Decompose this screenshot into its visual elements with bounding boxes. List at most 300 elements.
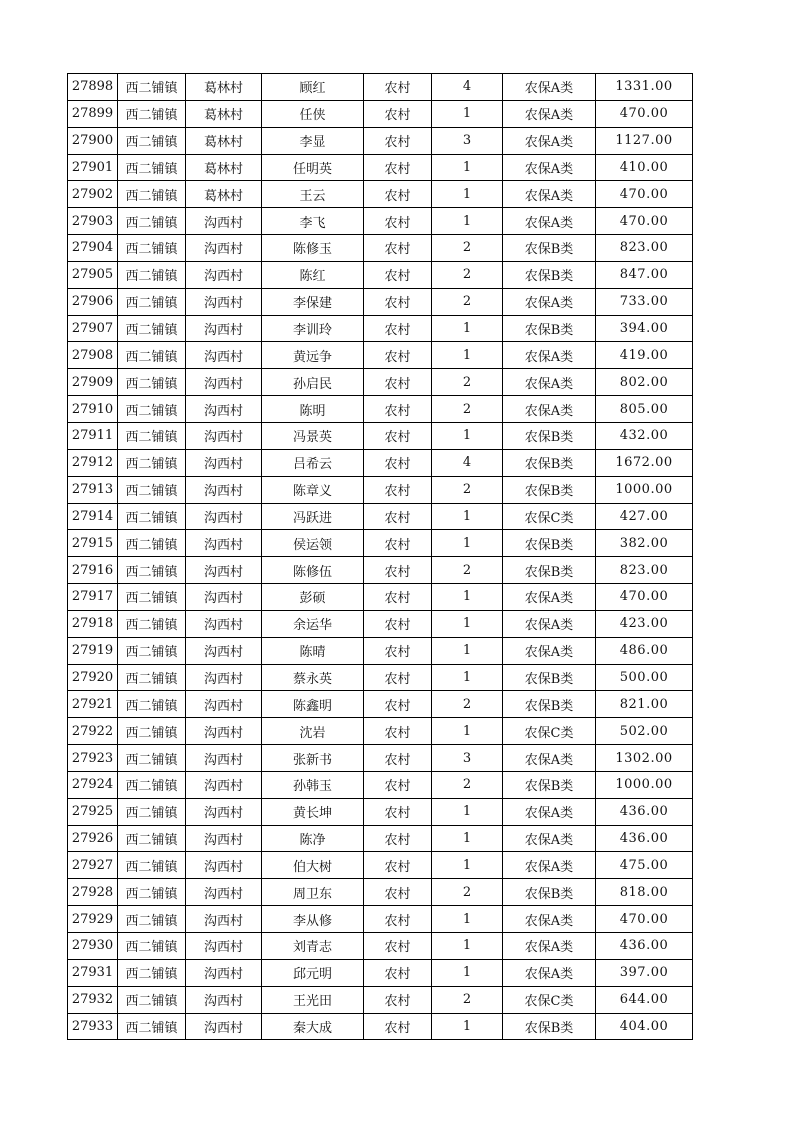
- name-cell: 陈红: [262, 261, 364, 288]
- area-type-cell: 农村: [364, 986, 432, 1013]
- village-cell: 沟西村: [186, 879, 262, 906]
- area-type-cell: 农村: [364, 74, 432, 101]
- name-cell: 冯跃进: [262, 503, 364, 530]
- household-count-cell: 2: [432, 476, 503, 503]
- record-id-cell: 27906: [68, 288, 118, 315]
- category-cell: 农保A类: [503, 208, 596, 235]
- name-cell: 任侠: [262, 100, 364, 127]
- town-cell: 西二铺镇: [118, 396, 186, 423]
- town-cell: 西二铺镇: [118, 825, 186, 852]
- amount-cell: 404.00: [596, 1013, 693, 1040]
- household-count-cell: 1: [432, 718, 503, 745]
- record-id-cell: 27918: [68, 610, 118, 637]
- table-row: [68, 530, 693, 557]
- area-type-cell: 农村: [364, 933, 432, 960]
- area-type-cell: 农村: [364, 610, 432, 637]
- area-type-cell: 农村: [364, 261, 432, 288]
- household-count-cell: 2: [432, 557, 503, 584]
- category-cell: 农保B类: [503, 261, 596, 288]
- name-cell: 李从修: [262, 906, 364, 933]
- town-cell: 西二铺镇: [118, 261, 186, 288]
- record-id-cell: 27903: [68, 208, 118, 235]
- amount-cell: 805.00: [596, 396, 693, 423]
- area-type-cell: 农村: [364, 235, 432, 262]
- area-type-cell: 农村: [364, 396, 432, 423]
- area-type-cell: 农村: [364, 476, 432, 503]
- record-id-cell: 27901: [68, 154, 118, 181]
- table-row: [68, 798, 693, 825]
- table-row: [68, 181, 693, 208]
- amount-cell: 847.00: [596, 261, 693, 288]
- category-cell: 农保B类: [503, 530, 596, 557]
- table-row: [68, 1013, 693, 1040]
- name-cell: 黄远争: [262, 342, 364, 369]
- table-body: [68, 74, 693, 1040]
- town-cell: 西二铺镇: [118, 852, 186, 879]
- category-cell: 农保A类: [503, 127, 596, 154]
- area-type-cell: 农村: [364, 288, 432, 315]
- category-cell: 农保A类: [503, 154, 596, 181]
- area-type-cell: 农村: [364, 181, 432, 208]
- village-cell: 沟西村: [186, 235, 262, 262]
- village-cell: 沟西村: [186, 771, 262, 798]
- name-cell: 陈净: [262, 825, 364, 852]
- household-count-cell: 2: [432, 986, 503, 1013]
- village-cell: 沟西村: [186, 959, 262, 986]
- amount-cell: 382.00: [596, 530, 693, 557]
- area-type-cell: 农村: [364, 718, 432, 745]
- area-type-cell: 农村: [364, 852, 432, 879]
- area-type-cell: 农村: [364, 664, 432, 691]
- record-id-cell: 27928: [68, 879, 118, 906]
- name-cell: 顾红: [262, 74, 364, 101]
- amount-cell: 823.00: [596, 557, 693, 584]
- record-id-cell: 27915: [68, 530, 118, 557]
- name-cell: 邱元明: [262, 959, 364, 986]
- name-cell: 张新书: [262, 745, 364, 772]
- table-row: [68, 933, 693, 960]
- village-cell: 沟西村: [186, 825, 262, 852]
- record-id-cell: 27924: [68, 771, 118, 798]
- amount-cell: 1672.00: [596, 449, 693, 476]
- table-row: [68, 261, 693, 288]
- town-cell: 西二铺镇: [118, 503, 186, 530]
- category-cell: 农保B类: [503, 771, 596, 798]
- household-count-cell: 1: [432, 825, 503, 852]
- amount-cell: 419.00: [596, 342, 693, 369]
- category-cell: 农保A类: [503, 852, 596, 879]
- table-row: [68, 584, 693, 611]
- town-cell: 西二铺镇: [118, 906, 186, 933]
- amount-cell: 644.00: [596, 986, 693, 1013]
- name-cell: 沈岩: [262, 718, 364, 745]
- household-count-cell: 2: [432, 771, 503, 798]
- town-cell: 西二铺镇: [118, 342, 186, 369]
- name-cell: 李训玲: [262, 315, 364, 342]
- amount-cell: 410.00: [596, 154, 693, 181]
- amount-cell: 427.00: [596, 503, 693, 530]
- category-cell: 农保B类: [503, 879, 596, 906]
- category-cell: 农保A类: [503, 369, 596, 396]
- name-cell: 李显: [262, 127, 364, 154]
- name-cell: 刘青志: [262, 933, 364, 960]
- table-row: [68, 557, 693, 584]
- town-cell: 西二铺镇: [118, 235, 186, 262]
- records-table: [67, 73, 693, 1040]
- amount-cell: 436.00: [596, 798, 693, 825]
- household-count-cell: 1: [432, 422, 503, 449]
- area-type-cell: 农村: [364, 369, 432, 396]
- table-row: [68, 369, 693, 396]
- category-cell: 农保B类: [503, 1013, 596, 1040]
- village-cell: 沟西村: [186, 557, 262, 584]
- record-id-cell: 27913: [68, 476, 118, 503]
- town-cell: 西二铺镇: [118, 181, 186, 208]
- household-count-cell: 1: [432, 154, 503, 181]
- village-cell: 沟西村: [186, 664, 262, 691]
- household-count-cell: 1: [432, 664, 503, 691]
- name-cell: 陈明: [262, 396, 364, 423]
- category-cell: 农保A类: [503, 798, 596, 825]
- table-row: [68, 503, 693, 530]
- record-id-cell: 27927: [68, 852, 118, 879]
- category-cell: 农保C类: [503, 986, 596, 1013]
- area-type-cell: 农村: [364, 154, 432, 181]
- record-id-cell: 27923: [68, 745, 118, 772]
- village-cell: 沟西村: [186, 315, 262, 342]
- area-type-cell: 农村: [364, 879, 432, 906]
- category-cell: 农保A类: [503, 637, 596, 664]
- town-cell: 西二铺镇: [118, 557, 186, 584]
- record-id-cell: 27899: [68, 100, 118, 127]
- household-count-cell: 2: [432, 288, 503, 315]
- table-row: [68, 100, 693, 127]
- household-count-cell: 1: [432, 100, 503, 127]
- amount-cell: 1331.00: [596, 74, 693, 101]
- amount-cell: 436.00: [596, 933, 693, 960]
- town-cell: 西二铺镇: [118, 315, 186, 342]
- name-cell: 吕希云: [262, 449, 364, 476]
- town-cell: 西二铺镇: [118, 664, 186, 691]
- amount-cell: 475.00: [596, 852, 693, 879]
- town-cell: 西二铺镇: [118, 879, 186, 906]
- table-row: [68, 476, 693, 503]
- household-count-cell: 2: [432, 396, 503, 423]
- town-cell: 西二铺镇: [118, 369, 186, 396]
- category-cell: 农保A类: [503, 100, 596, 127]
- name-cell: 秦大成: [262, 1013, 364, 1040]
- village-cell: 沟西村: [186, 342, 262, 369]
- category-cell: 农保B类: [503, 691, 596, 718]
- household-count-cell: 1: [432, 610, 503, 637]
- village-cell: 沟西村: [186, 718, 262, 745]
- town-cell: 西二铺镇: [118, 530, 186, 557]
- town-cell: 西二铺镇: [118, 637, 186, 664]
- village-cell: 沟西村: [186, 261, 262, 288]
- town-cell: 西二铺镇: [118, 959, 186, 986]
- household-count-cell: 2: [432, 369, 503, 396]
- town-cell: 西二铺镇: [118, 745, 186, 772]
- amount-cell: 502.00: [596, 718, 693, 745]
- record-id-cell: 27911: [68, 422, 118, 449]
- table-row: [68, 235, 693, 262]
- record-id-cell: 27902: [68, 181, 118, 208]
- amount-cell: 470.00: [596, 906, 693, 933]
- village-cell: 沟西村: [186, 745, 262, 772]
- record-id-cell: 27909: [68, 369, 118, 396]
- category-cell: 农保C类: [503, 503, 596, 530]
- record-id-cell: 27907: [68, 315, 118, 342]
- record-id-cell: 27930: [68, 933, 118, 960]
- record-id-cell: 27900: [68, 127, 118, 154]
- amount-cell: 397.00: [596, 959, 693, 986]
- village-cell: 沟西村: [186, 584, 262, 611]
- town-cell: 西二铺镇: [118, 691, 186, 718]
- amount-cell: 470.00: [596, 208, 693, 235]
- record-id-cell: 27912: [68, 449, 118, 476]
- amount-cell: 1127.00: [596, 127, 693, 154]
- amount-cell: 818.00: [596, 879, 693, 906]
- town-cell: 西二铺镇: [118, 100, 186, 127]
- village-cell: 沟西村: [186, 449, 262, 476]
- town-cell: 西二铺镇: [118, 127, 186, 154]
- table-row: [68, 422, 693, 449]
- name-cell: 李保建: [262, 288, 364, 315]
- area-type-cell: 农村: [364, 745, 432, 772]
- village-cell: 沟西村: [186, 422, 262, 449]
- household-count-cell: 2: [432, 691, 503, 718]
- town-cell: 西二铺镇: [118, 74, 186, 101]
- name-cell: 李飞: [262, 208, 364, 235]
- category-cell: 农保B类: [503, 449, 596, 476]
- name-cell: 孙启民: [262, 369, 364, 396]
- area-type-cell: 农村: [364, 798, 432, 825]
- table-row: [68, 879, 693, 906]
- town-cell: 西二铺镇: [118, 718, 186, 745]
- area-type-cell: 农村: [364, 637, 432, 664]
- village-cell: 沟西村: [186, 530, 262, 557]
- table-row: [68, 718, 693, 745]
- table-row: [68, 288, 693, 315]
- village-cell: 沟西村: [186, 369, 262, 396]
- record-id-cell: 27931: [68, 959, 118, 986]
- household-count-cell: 4: [432, 449, 503, 476]
- category-cell: 农保A类: [503, 825, 596, 852]
- record-id-cell: 27926: [68, 825, 118, 852]
- name-cell: 孙韩玉: [262, 771, 364, 798]
- amount-cell: 733.00: [596, 288, 693, 315]
- record-id-cell: 27922: [68, 718, 118, 745]
- amount-cell: 1000.00: [596, 771, 693, 798]
- village-cell: 沟西村: [186, 906, 262, 933]
- table-row: [68, 315, 693, 342]
- record-id-cell: 27916: [68, 557, 118, 584]
- area-type-cell: 农村: [364, 825, 432, 852]
- category-cell: 农保B类: [503, 664, 596, 691]
- area-type-cell: 农村: [364, 557, 432, 584]
- record-id-cell: 27905: [68, 261, 118, 288]
- town-cell: 西二铺镇: [118, 933, 186, 960]
- household-count-cell: 2: [432, 879, 503, 906]
- area-type-cell: 农村: [364, 315, 432, 342]
- table-row: [68, 208, 693, 235]
- record-id-cell: 27921: [68, 691, 118, 718]
- area-type-cell: 农村: [364, 906, 432, 933]
- town-cell: 西二铺镇: [118, 610, 186, 637]
- household-count-cell: 1: [432, 181, 503, 208]
- village-cell: 沟西村: [186, 691, 262, 718]
- category-cell: 农保A类: [503, 584, 596, 611]
- name-cell: 王云: [262, 181, 364, 208]
- category-cell: 农保B类: [503, 235, 596, 262]
- village-cell: 沟西村: [186, 610, 262, 637]
- amount-cell: 802.00: [596, 369, 693, 396]
- household-count-cell: 1: [432, 315, 503, 342]
- town-cell: 西二铺镇: [118, 986, 186, 1013]
- name-cell: 黄长坤: [262, 798, 364, 825]
- household-count-cell: 1: [432, 637, 503, 664]
- name-cell: 陈鑫明: [262, 691, 364, 718]
- amount-cell: 821.00: [596, 691, 693, 718]
- amount-cell: 470.00: [596, 181, 693, 208]
- record-id-cell: 27920: [68, 664, 118, 691]
- household-count-cell: 4: [432, 74, 503, 101]
- amount-cell: 486.00: [596, 637, 693, 664]
- record-id-cell: 27932: [68, 986, 118, 1013]
- category-cell: 农保A类: [503, 181, 596, 208]
- household-count-cell: 1: [432, 1013, 503, 1040]
- amount-cell: 394.00: [596, 315, 693, 342]
- record-id-cell: 27917: [68, 584, 118, 611]
- town-cell: 西二铺镇: [118, 476, 186, 503]
- record-id-cell: 27925: [68, 798, 118, 825]
- name-cell: 陈晴: [262, 637, 364, 664]
- name-cell: 陈修玉: [262, 235, 364, 262]
- household-count-cell: 1: [432, 852, 503, 879]
- name-cell: 周卫东: [262, 879, 364, 906]
- record-id-cell: 27904: [68, 235, 118, 262]
- town-cell: 西二铺镇: [118, 771, 186, 798]
- record-id-cell: 27910: [68, 396, 118, 423]
- category-cell: 农保A类: [503, 959, 596, 986]
- table-row: [68, 342, 693, 369]
- table-row: [68, 127, 693, 154]
- town-cell: 西二铺镇: [118, 1013, 186, 1040]
- category-cell: 农保B类: [503, 557, 596, 584]
- village-cell: 沟西村: [186, 798, 262, 825]
- name-cell: 冯景英: [262, 422, 364, 449]
- town-cell: 西二铺镇: [118, 288, 186, 315]
- category-cell: 农保A类: [503, 396, 596, 423]
- category-cell: 农保B类: [503, 315, 596, 342]
- village-cell: 沟西村: [186, 986, 262, 1013]
- name-cell: 余运华: [262, 610, 364, 637]
- household-count-cell: 1: [432, 342, 503, 369]
- household-count-cell: 1: [432, 798, 503, 825]
- amount-cell: 1000.00: [596, 476, 693, 503]
- area-type-cell: 农村: [364, 503, 432, 530]
- name-cell: 侯运领: [262, 530, 364, 557]
- table-row: [68, 906, 693, 933]
- record-id-cell: 27908: [68, 342, 118, 369]
- household-count-cell: 1: [432, 584, 503, 611]
- category-cell: 农保A类: [503, 745, 596, 772]
- name-cell: 任明英: [262, 154, 364, 181]
- record-id-cell: 27914: [68, 503, 118, 530]
- record-id-cell: 27898: [68, 74, 118, 101]
- name-cell: 彭硕: [262, 584, 364, 611]
- area-type-cell: 农村: [364, 342, 432, 369]
- household-count-cell: 3: [432, 127, 503, 154]
- village-cell: 葛林村: [186, 154, 262, 181]
- area-type-cell: 农村: [364, 530, 432, 557]
- category-cell: 农保B类: [503, 422, 596, 449]
- village-cell: 沟西村: [186, 503, 262, 530]
- record-id-cell: 27919: [68, 637, 118, 664]
- village-cell: 葛林村: [186, 127, 262, 154]
- household-count-cell: 1: [432, 906, 503, 933]
- name-cell: 陈章义: [262, 476, 364, 503]
- household-count-cell: 2: [432, 235, 503, 262]
- village-cell: 沟西村: [186, 396, 262, 423]
- town-cell: 西二铺镇: [118, 584, 186, 611]
- category-cell: 农保C类: [503, 718, 596, 745]
- category-cell: 农保A类: [503, 933, 596, 960]
- area-type-cell: 农村: [364, 584, 432, 611]
- amount-cell: 823.00: [596, 235, 693, 262]
- table-row: [68, 691, 693, 718]
- household-count-cell: 2: [432, 261, 503, 288]
- name-cell: 王光田: [262, 986, 364, 1013]
- table-row: [68, 745, 693, 772]
- table-row: [68, 396, 693, 423]
- category-cell: 农保A类: [503, 74, 596, 101]
- amount-cell: 436.00: [596, 825, 693, 852]
- name-cell: 伯大树: [262, 852, 364, 879]
- village-cell: 沟西村: [186, 852, 262, 879]
- household-count-cell: 1: [432, 503, 503, 530]
- record-id-cell: 27929: [68, 906, 118, 933]
- table-row: [68, 637, 693, 664]
- category-cell: 农保A类: [503, 906, 596, 933]
- town-cell: 西二铺镇: [118, 422, 186, 449]
- amount-cell: 500.00: [596, 664, 693, 691]
- area-type-cell: 农村: [364, 100, 432, 127]
- table-row: [68, 664, 693, 691]
- name-cell: 陈修伍: [262, 557, 364, 584]
- amount-cell: 432.00: [596, 422, 693, 449]
- town-cell: 西二铺镇: [118, 154, 186, 181]
- table-row: [68, 825, 693, 852]
- table-row: [68, 771, 693, 798]
- category-cell: 农保A类: [503, 342, 596, 369]
- category-cell: 农保A类: [503, 610, 596, 637]
- table-row: [68, 852, 693, 879]
- category-cell: 农保A类: [503, 288, 596, 315]
- area-type-cell: 农村: [364, 422, 432, 449]
- table-row: [68, 986, 693, 1013]
- table-row: [68, 74, 693, 101]
- household-count-cell: 1: [432, 208, 503, 235]
- amount-cell: 470.00: [596, 584, 693, 611]
- town-cell: 西二铺镇: [118, 449, 186, 476]
- area-type-cell: 农村: [364, 959, 432, 986]
- village-cell: 沟西村: [186, 476, 262, 503]
- name-cell: 蔡永英: [262, 664, 364, 691]
- household-count-cell: 3: [432, 745, 503, 772]
- area-type-cell: 农村: [364, 771, 432, 798]
- amount-cell: 1302.00: [596, 745, 693, 772]
